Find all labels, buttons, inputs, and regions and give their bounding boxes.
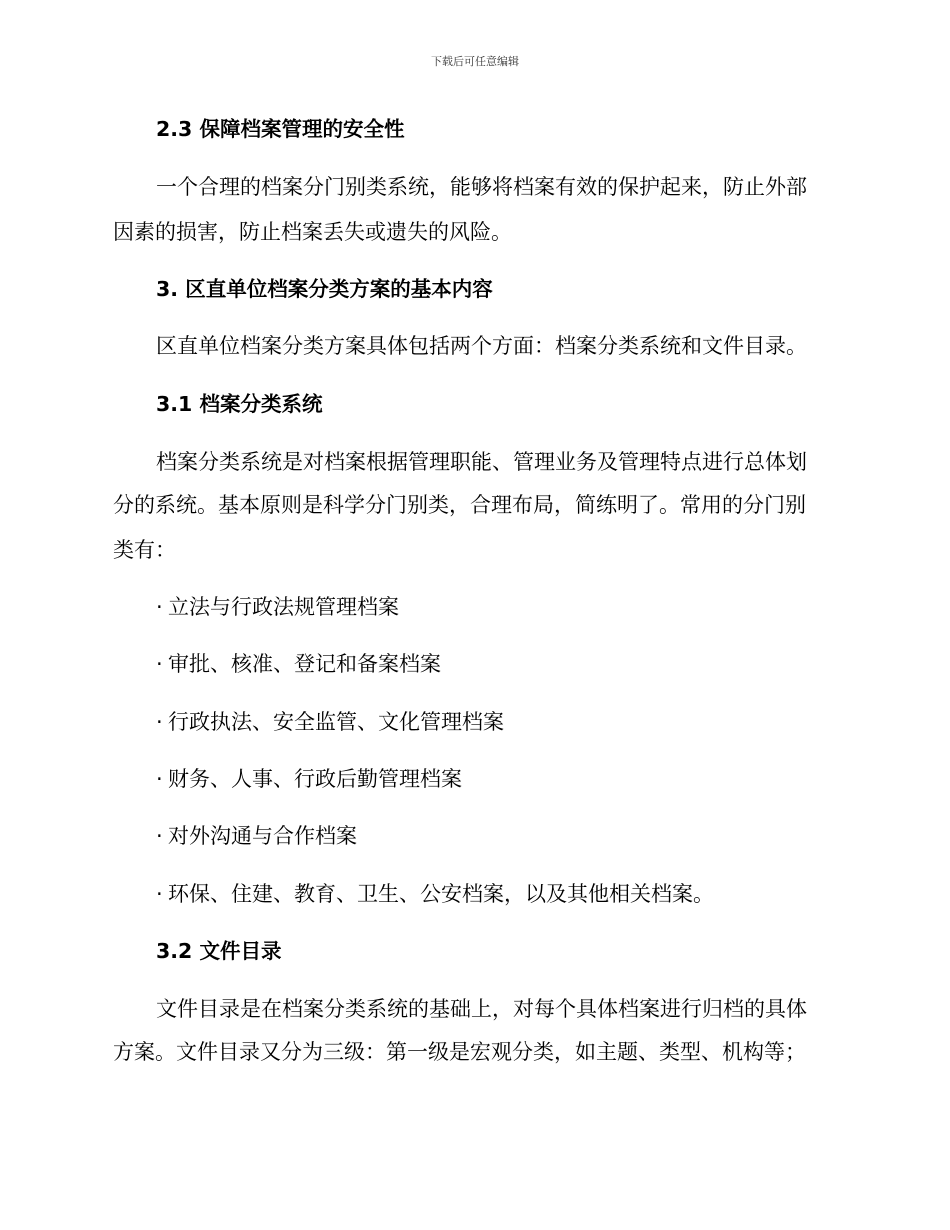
- list-item: [156, 707, 504, 737]
- section-heading-3: 3. 区直单位档案分类方案的基本内容: [156, 277, 493, 301]
- paragraph-line: 档案分类系统是对档案根据管理职能、管理业务及管理特点进行总体划: [156, 450, 807, 474]
- list-item-text: 审批、核准、登记和备案档案: [168, 652, 441, 676]
- list-item: [156, 764, 462, 794]
- paragraph-line: 类有：: [113, 538, 176, 562]
- list-item-text: 财务、人事、行政后勤管理档案: [168, 767, 462, 791]
- list-item: [156, 821, 357, 851]
- bullet-icon: ·: [156, 595, 163, 619]
- list-item-text: 环保、住建、教育、卫生、公安档案，以及其他相关档案。: [168, 882, 714, 906]
- paragraph-line: 因素的损害，防止档案丢失或遗失的风险。: [113, 220, 512, 244]
- section-heading-3-2: 3.2 文件目录: [156, 939, 282, 963]
- list-item: [156, 649, 441, 679]
- bullet-icon: ·: [156, 710, 163, 734]
- list-item: [156, 592, 399, 622]
- paragraph-line: 方案。文件目录又分为三级：第一级是宏观分类，如主题、类型、机构等；: [113, 1040, 806, 1064]
- list-item-text: 对外沟通与合作档案: [168, 824, 357, 848]
- paragraph-line: 一个合理的档案分门别类系统，能够将档案有效的保护起来，防止外部: [156, 175, 807, 199]
- paragraph-line: 区直单位档案分类方案具体包括两个方面：档案分类系统和文件目录。: [156, 334, 807, 358]
- list-item-text: 行政执法、安全监管、文化管理档案: [168, 710, 504, 734]
- section-heading-3-1: 3.1 档案分类系统: [156, 392, 323, 416]
- list-item: [156, 879, 714, 909]
- paragraph-line: 分的系统。基本原则是科学分门别类，合理布局，简练明了。常用的分门别: [113, 493, 806, 517]
- bullet-icon: ·: [156, 652, 163, 676]
- bullet-icon: ·: [156, 824, 163, 848]
- bullet-icon: ·: [156, 767, 163, 791]
- bullet-icon: ·: [156, 882, 163, 906]
- section-heading-2-3: 2.3 保障档案管理的安全性: [156, 117, 405, 141]
- list-item-text: 立法与行政法规管理档案: [168, 595, 399, 619]
- paragraph-line: 文件目录是在档案分类系统的基础上，对每个具体档案进行归档的具体: [156, 997, 807, 1021]
- page-header-note: 下载后可任意编辑: [431, 55, 519, 68]
